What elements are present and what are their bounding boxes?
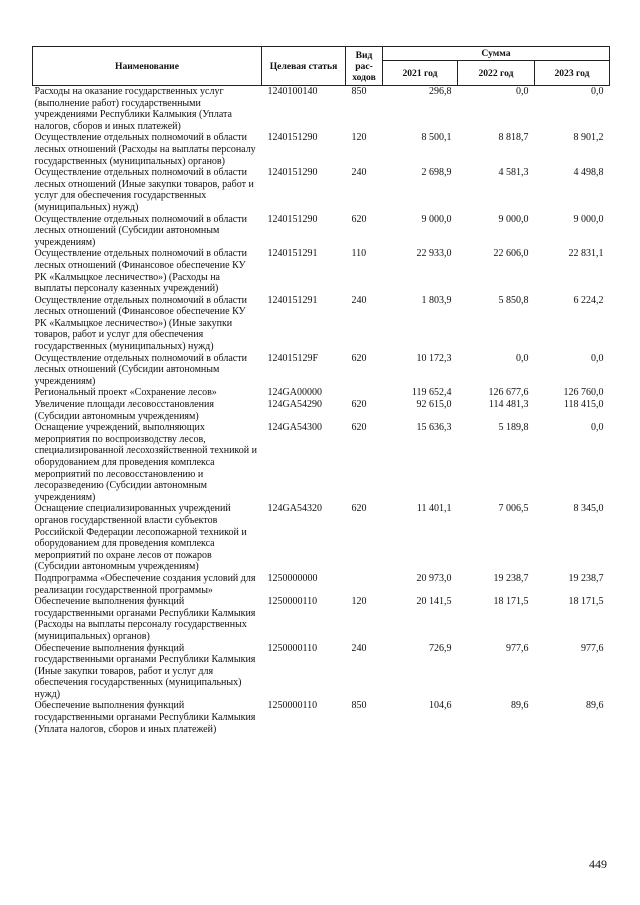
table-body [33,86,610,736]
budget-table [32,46,610,735]
table-row [33,399,610,422]
row-sum-2023: 89,6 [586,700,604,712]
row-sum-2021: 11 401,1 [416,503,452,515]
row-expense-type [346,387,383,399]
header-year-2023: 2023 год [535,61,610,86]
row-sum-2021: 1 803,9 [421,294,452,306]
row-sum-2022: 0,0 [516,86,529,97]
row-sum-2021: 20 973,0 [416,572,452,584]
row-name: Осуществление отдельных полномочий в области лесных отношений (Субсидии автономным учреждениям) [34,213,247,248]
row-sum-2021: 10 172,3 [416,352,452,364]
row-target-article: 1240151291 [267,294,318,306]
row-sum-2021: 9 000,0 [421,213,452,225]
row-target-article: 1240151290 [267,167,318,179]
table-row [33,248,610,294]
row-sum-2021: 726,9 [429,642,452,654]
row-expense-type: 620 [351,422,367,434]
row-sum-2022: 0,0 [516,352,529,364]
row-expense-type: 620 [351,399,367,411]
row-target-article: 124GA00000 [267,387,322,399]
row-sum-2022: 19 238,7 [493,572,529,584]
row-sum-2021: 8 500,1 [421,132,452,144]
header-expense-type: Вид рас-ходов [346,47,383,86]
row-name: Осуществление отдельных полномочий в области лесных отношений (Субсидии автономным учреждениям) [34,352,247,387]
row-sum-2022: 7 006,5 [498,503,529,515]
row-sum-2021: 296,8 [429,86,452,97]
table-row [33,700,610,735]
table-row [33,86,610,133]
row-sum-2022: 114 481,3 [488,399,529,411]
header-sum: Сумма [383,47,610,61]
row-sum-2022: 4 581,3 [498,167,529,179]
row-sum-2023: 19 238,7 [568,572,604,584]
page-number: 449 [589,857,607,871]
row-sum-2023: 8 345,0 [573,503,604,515]
row-name: Осуществление отдельных полномочий в области лесных отношений (Финансовое обеспечение КУ РК «Калмыцкое лесничество») (Иные закупки товаров, работ и услуг для обеспечения государственных (муниципальных) нужд) [34,294,247,353]
row-target-article: 124GA54290 [267,399,322,411]
header-year-2022: 2022 год [458,61,535,86]
row-expense-type: 240 [351,642,367,654]
row-sum-2023: 22 831,1 [568,248,604,260]
row-sum-2023: 9 000,0 [573,213,604,225]
row-sum-2021: 92 615,0 [416,399,452,411]
row-name: Региональный проект «Сохранение лесов» [34,387,217,399]
row-sum-2022: 89,6 [511,700,529,712]
row-sum-2021: 2 698,9 [421,167,452,179]
table-row [33,503,610,573]
table-row [33,573,610,596]
table-row [33,132,610,167]
row-sum-2022: 5 850,8 [498,294,529,306]
row-sum-2022: 22 606,0 [493,248,529,260]
row-expense-type: 240 [351,294,367,306]
row-name: Оснащение учреждений, выполняющих мероприятия по воспроизводству лесов, специализированной лесохозяйственной техникой и оборудованием для проведения комплекса мероприятий по лесовосстановлению и лесоразведению (Субсидии автономным учреждениям) [34,422,257,503]
row-name: Осуществление отдельных полномочий в области лесных отношений (Финансовое обеспечение КУ РК «Калмыцкое лесничество») (Расходы на выплаты персоналу казенных учреждений) [34,248,247,295]
row-sum-2023: 6 224,2 [573,294,604,306]
row-sum-2023: 0,0 [591,86,604,97]
table-row [33,295,610,353]
row-sum-2023: 8 901,2 [573,132,604,144]
row-name: Оснащение специализированных учреждений органов государственной власти субъектов Российской Федерации лесопожарной техникой и оборудованием для проведения комплекса мероприятий по охране лесов от пожаров (Субсидии автономным учреждениям) [34,503,247,573]
row-target-article: 1240151291 [267,248,318,260]
row-target-article: 1240151290 [267,213,318,225]
row-expense-type: 240 [351,167,367,179]
row-expense-type: 120 [351,132,367,144]
row-sum-2021: 119 652,4 [411,387,452,399]
row-expense-type: 620 [351,352,367,364]
row-sum-2023: 118 415,0 [563,399,604,411]
row-name: Осуществление отдельных полномочий в области лесных отношений (Иные закупки товаров, работ и услуг для обеспечения государственных (муниципальных) нужд) [34,167,254,213]
row-sum-2022: 126 677,6 [488,387,529,399]
row-target-article: 1250000000 [267,572,318,584]
header-target-article: Целевая статья [262,47,346,86]
row-sum-2023: 0,0 [591,422,604,434]
row-target-article: 124GA54320 [267,503,322,515]
row-sum-2022: 8 818,7 [498,132,529,144]
row-target-article: 1250000110 [267,700,318,712]
budget-table-page [32,46,609,735]
row-expense-type [346,573,383,596]
table-row [33,643,610,701]
row-sum-2022: 5 189,8 [498,422,529,434]
row-target-article: 1240151290 [267,132,318,144]
row-sum-2022: 977,6 [506,642,529,654]
row-sum-2023: 18 171,5 [568,596,604,608]
row-sum-2022: 18 171,5 [493,596,529,608]
row-name: Осуществление отдельных полномочий в области лесных отношений (Расходы на выплаты персоналу государственных (муниципальных) органов) [34,132,256,167]
row-sum-2023: 977,6 [581,642,604,654]
row-name: Обеспечение выполнения функций государственными органами Республики Калмыкия (Уплата налогов, сборов и иных платежей) [34,700,256,735]
table-row [33,214,610,249]
row-target-article: 1240100140 [267,86,318,97]
row-sum-2021: 104,6 [429,700,452,712]
row-target-article: 124015129F [267,352,319,364]
row-name: Расходы на оказание государственных услуг (выполнение работ) государственными учреждениями Республики Калмыкия (Уплата налогов, сборов и иных платежей) [34,86,232,132]
row-target-article: 1250000110 [267,596,318,608]
table-header [33,47,610,86]
table-row [33,387,610,399]
row-expense-type: 850 [351,700,367,712]
row-target-article: 1250000110 [267,642,318,654]
table-row [33,167,610,213]
row-sum-2021: 20 141,5 [416,596,452,608]
row-expense-type: 110 [351,248,367,260]
row-sum-2021: 22 933,0 [416,248,452,260]
row-name: Обеспечение выполнения функций государственными органами Республики Калмыкия (Расходы на выплаты персоналу государственных (муниципальных) органов) [34,596,256,642]
row-sum-2021: 15 636,3 [416,422,452,434]
row-sum-2023: 0,0 [591,352,604,364]
row-sum-2023: 4 498,8 [573,167,604,179]
header-name: Наименование [33,47,262,86]
table-row [33,596,610,642]
row-expense-type: 620 [351,213,367,225]
row-name: Обеспечение выполнения функций государственными органами Республики Калмыкия (Иные закупки товаров, работ и услуг для обеспечения государственных (муниципальных) нужд) [34,642,256,700]
row-sum-2022: 9 000,0 [498,213,529,225]
row-name: Подпрограмма «Обеспечение создания условий для реализации государственной программы» [34,572,256,596]
row-expense-type: 850 [351,86,367,97]
table-row [33,353,610,388]
header-year-2021: 2021 год [383,61,458,86]
row-expense-type: 620 [351,503,367,515]
row-sum-2023: 126 760,0 [563,387,604,399]
row-target-article: 124GA54300 [267,422,322,434]
table-row [33,422,610,503]
row-name: Увеличение площади лесовосстановления (Субсидии автономным учреждениям) [34,399,214,422]
row-expense-type: 120 [351,596,367,608]
